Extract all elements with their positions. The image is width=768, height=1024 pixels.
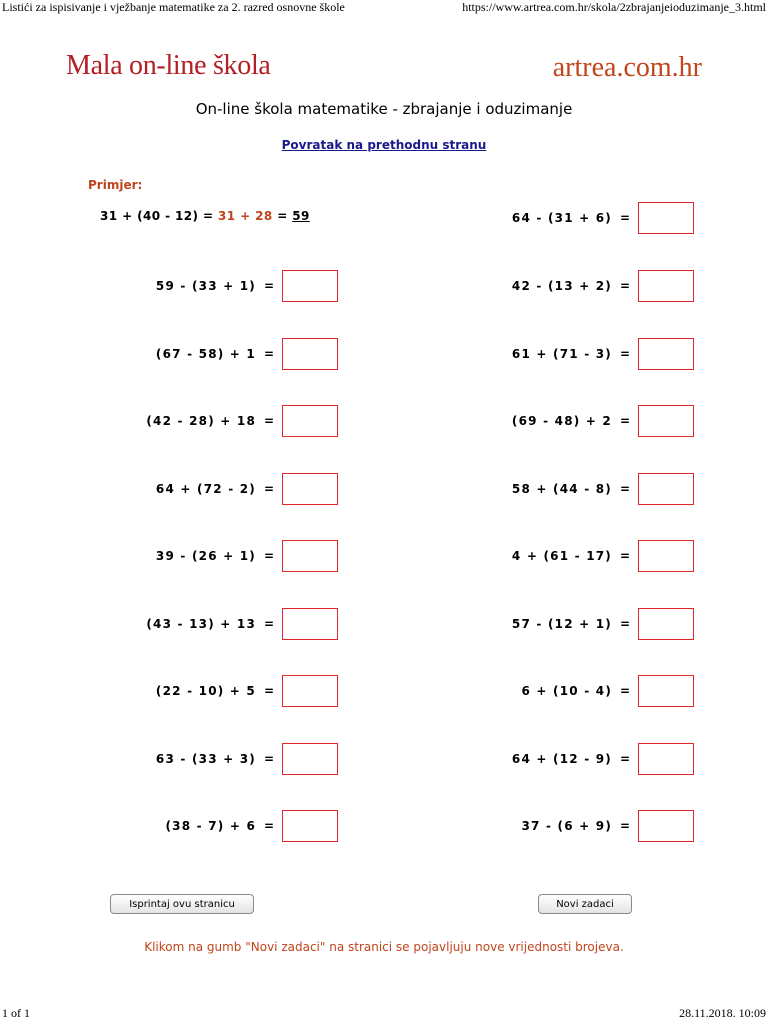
right-task-answer-box[interactable]	[638, 810, 694, 842]
right-task-row	[456, 539, 694, 573]
right-task-row	[456, 809, 694, 843]
right-task-row	[456, 201, 694, 235]
right-task-equals: =	[619, 549, 631, 563]
left-task-row	[100, 674, 338, 708]
right-task-expression: 64 + (12 - 9)	[511, 751, 612, 766]
left-task-row	[100, 269, 338, 303]
left-task-equals: =	[263, 751, 275, 766]
page-title: On-line škola matematike - zbrajanje i oduzimanje	[195, 100, 573, 118]
print-footer-page: 1 of 1	[2, 1006, 30, 1020]
left-task-row	[100, 607, 338, 641]
left-task-row	[100, 809, 338, 843]
print-footer-date: 28.11.2018. 10:09	[679, 1006, 766, 1020]
right-task-expression: 57 - (12 + 1)	[511, 616, 612, 631]
example-answer: 59	[292, 209, 310, 223]
right-task-equals: =	[619, 751, 631, 766]
back-link[interactable]: Povratak na prethodnu stranu	[281, 138, 487, 152]
right-task-equals: =	[619, 279, 631, 293]
right-task-equals: =	[619, 346, 631, 361]
right-task-row	[456, 607, 694, 641]
right-task-row	[456, 472, 694, 506]
left-task-expression: 59 - (33 + 1)	[155, 279, 256, 293]
left-task-equals: =	[263, 346, 275, 361]
example-equals: =	[277, 209, 288, 223]
right-task-expression: (69 - 48) + 2	[511, 414, 612, 428]
left-task-equals: =	[263, 481, 275, 496]
example-step: 31 + 28	[218, 209, 273, 223]
left-task-expression: (67 - 58) + 1	[155, 346, 256, 361]
right-task-row	[456, 404, 694, 438]
left-task-row	[100, 472, 338, 506]
right-task-expression: 37 - (6 + 9)	[521, 819, 612, 833]
site-domain-logo: artrea.com.hr	[552, 52, 702, 83]
left-task-row	[100, 337, 338, 371]
left-task-answer-box[interactable]	[282, 270, 338, 302]
left-task-equals: =	[263, 549, 275, 563]
left-task-expression: 63 - (33 + 3)	[155, 751, 256, 766]
right-task-answer-box[interactable]	[638, 202, 694, 234]
left-task-answer-box[interactable]	[282, 338, 338, 370]
left-task-expression: (43 - 13) + 13	[146, 616, 256, 631]
example-equation	[100, 209, 310, 223]
print-header-url: https://www.artrea.com.hr/skola/2zbrajanjeioduzimanje_3.html	[462, 0, 766, 14]
right-task-row	[456, 674, 694, 708]
right-task-answer-box[interactable]	[638, 608, 694, 640]
left-task-expression: 64 + (72 - 2)	[155, 481, 256, 496]
example-label: Primjer:	[88, 178, 143, 192]
right-task-expression: 6 + (10 - 4)	[521, 684, 612, 698]
right-task-equals: =	[619, 414, 631, 428]
left-task-equals: =	[263, 616, 275, 631]
right-task-row	[456, 269, 694, 303]
right-task-expression: 42 - (13 + 2)	[511, 279, 612, 293]
right-task-equals: =	[619, 684, 631, 698]
right-task-row	[456, 337, 694, 371]
left-task-answer-box[interactable]	[282, 810, 338, 842]
left-task-expression: (42 - 28) + 18	[146, 414, 256, 428]
right-task-answer-box[interactable]	[638, 270, 694, 302]
left-task-answer-box[interactable]	[282, 540, 338, 572]
print-footer	[0, 1006, 768, 1024]
right-task-answer-box[interactable]	[638, 675, 694, 707]
right-task-answer-box[interactable]	[638, 743, 694, 775]
right-task-equals: =	[619, 616, 631, 631]
print-header	[0, 0, 768, 16]
left-task-answer-box[interactable]	[282, 405, 338, 437]
right-task-equals: =	[619, 819, 631, 833]
right-task-expression: 4 + (61 - 17)	[511, 549, 612, 563]
info-note: Klikom na gumb "Novi zadaci" na stranici se pojavljuju nove vrijednosti brojeva.	[144, 940, 624, 954]
right-task-answer-box[interactable]	[638, 473, 694, 505]
left-task-equals: =	[263, 279, 275, 293]
right-task-expression: 58 + (44 - 8)	[511, 481, 612, 496]
left-task-answer-box[interactable]	[282, 743, 338, 775]
left-task-equals: =	[263, 819, 275, 833]
right-task-answer-box[interactable]	[638, 338, 694, 370]
left-task-answer-box[interactable]	[282, 473, 338, 505]
left-task-expression: 39 - (26 + 1)	[155, 549, 256, 563]
right-task-equals: =	[619, 481, 631, 496]
print-page-button[interactable]: Isprintaj ovu stranicu	[110, 894, 254, 914]
left-task-row	[100, 539, 338, 573]
left-task-row	[100, 404, 338, 438]
right-task-answer-box[interactable]	[638, 540, 694, 572]
left-task-equals: =	[263, 414, 275, 428]
right-task-answer-box[interactable]	[638, 405, 694, 437]
example-expression: 31 + (40 - 12) =	[100, 209, 214, 223]
right-task-expression: 64 - (31 + 6)	[511, 211, 612, 225]
left-task-expression: (22 - 10) + 5	[155, 684, 256, 698]
left-task-answer-box[interactable]	[282, 608, 338, 640]
new-tasks-button[interactable]: Novi zadaci	[538, 894, 632, 914]
right-task-equals: =	[619, 211, 631, 225]
left-task-row	[100, 742, 338, 776]
left-task-answer-box[interactable]	[282, 675, 338, 707]
left-task-equals: =	[263, 684, 275, 698]
right-task-expression: 61 + (71 - 3)	[511, 346, 612, 361]
left-task-expression: (38 - 7) + 6	[165, 819, 256, 833]
site-logo: Mala on-line škola	[66, 50, 271, 81]
right-task-row	[456, 742, 694, 776]
print-header-title: Listići za ispisivanje i vježbanje matematike za 2. razred osnovne škole	[2, 0, 345, 14]
